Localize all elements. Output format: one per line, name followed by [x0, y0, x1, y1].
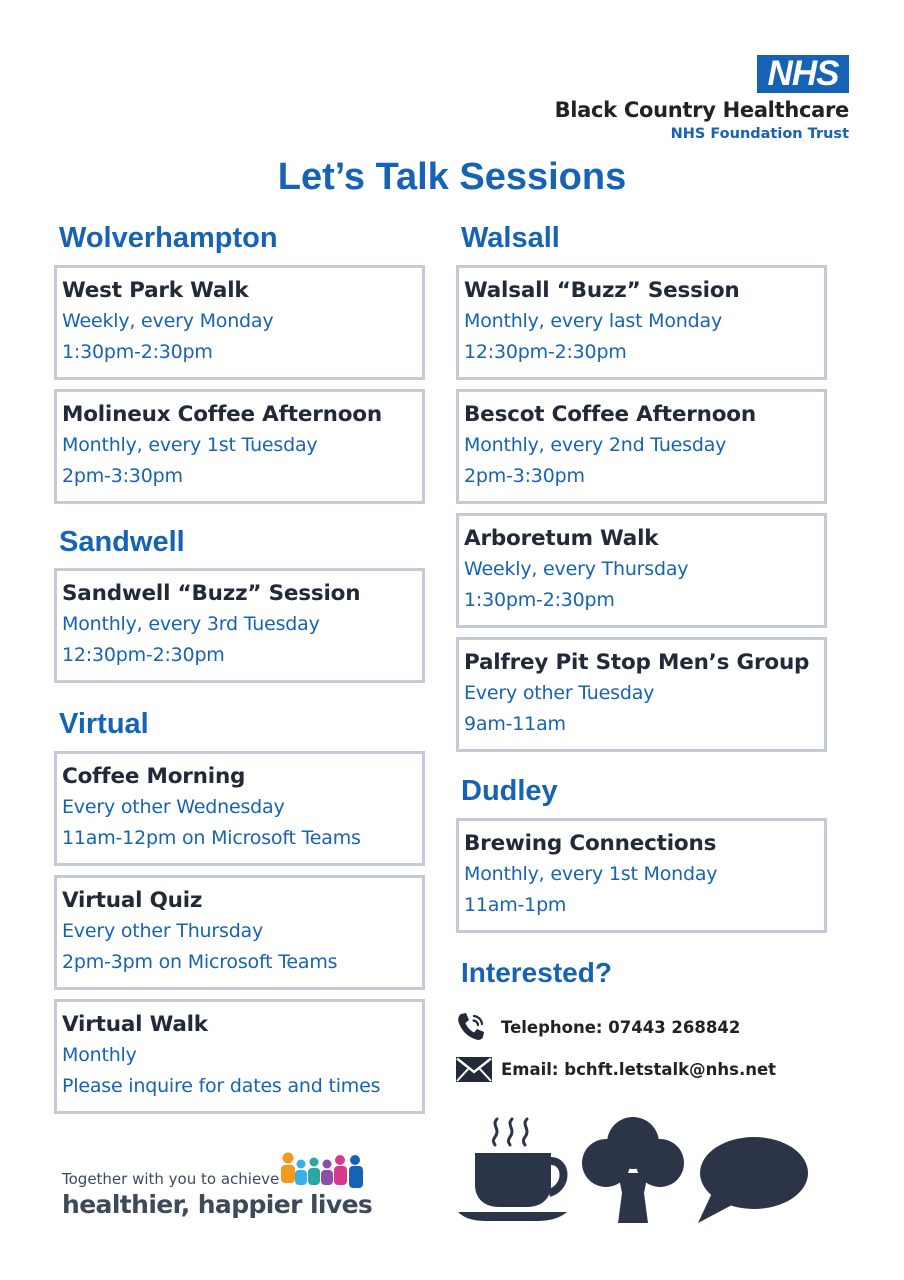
session-frequency: Monthly, every last Monday — [464, 310, 722, 332]
session-time: 2pm-3pm on Microsoft Teams — [62, 951, 338, 973]
session-name: Molineux Coffee Afternoon — [62, 402, 382, 427]
session-card — [54, 751, 425, 866]
session-name: Virtual Walk — [62, 1012, 208, 1037]
session-time: 9am-11am — [464, 713, 566, 735]
session-card — [456, 389, 827, 504]
session-time: 1:30pm-2:30pm — [464, 589, 615, 611]
session-time: 2pm-3:30pm — [62, 465, 183, 487]
envelope-icon — [455, 1054, 493, 1084]
session-card — [456, 637, 827, 752]
session-name: Bescot Coffee Afternoon — [464, 402, 756, 427]
session-card — [54, 389, 425, 504]
session-card — [456, 818, 827, 933]
section-heading-virtual: Virtual — [59, 708, 149, 740]
session-card — [54, 999, 425, 1114]
telephone-row — [455, 1011, 741, 1043]
session-time: 11am-12pm on Microsoft Teams — [62, 827, 361, 849]
section-heading-walsall: Walsall — [461, 222, 560, 254]
org-name: Black Country Healthcare — [554, 98, 849, 122]
section-heading-sandwell: Sandwell — [59, 526, 185, 558]
section-heading-wolverhampton: Wolverhampton — [59, 222, 278, 254]
tree-icon — [578, 1115, 688, 1225]
session-time: 11am-1pm — [464, 894, 567, 916]
session-name: West Park Walk — [62, 278, 249, 303]
session-time: 1:30pm-2:30pm — [62, 341, 213, 363]
coffee-cup-icon — [455, 1115, 575, 1225]
session-frequency: Monthly — [62, 1044, 137, 1066]
session-name: Sandwell “Buzz” Session — [62, 581, 361, 606]
session-name: Walsall “Buzz” Session — [464, 278, 740, 303]
session-time: Please inquire for dates and times — [62, 1075, 381, 1097]
session-card — [456, 513, 827, 628]
session-card — [456, 265, 827, 380]
email-text[interactable]: Email: bchft.letstalk@nhs.net — [501, 1059, 777, 1079]
telephone-text[interactable]: Telephone: 07443 268842 — [501, 1017, 741, 1037]
session-name: Arboretum Walk — [464, 526, 659, 551]
session-time: 12:30pm-2:30pm — [464, 341, 627, 363]
session-frequency: Weekly, every Thursday — [464, 558, 689, 580]
phone-icon — [455, 1011, 489, 1043]
session-card — [54, 875, 425, 990]
session-frequency: Every other Wednesday — [62, 796, 285, 818]
session-frequency: Monthly, every 2nd Tuesday — [464, 434, 727, 456]
session-name: Virtual Quiz — [62, 888, 203, 913]
tagline-small: Together with you to achieve — [62, 1170, 280, 1188]
session-frequency: Monthly, every 1st Tuesday — [62, 434, 318, 456]
session-frequency: Monthly, every 3rd Tuesday — [62, 613, 320, 635]
session-frequency: Monthly, every 1st Monday — [464, 863, 718, 885]
session-frequency: Every other Thursday — [62, 920, 264, 942]
email-row — [455, 1053, 777, 1085]
people-group-icon — [278, 1150, 368, 1194]
session-card — [54, 568, 425, 683]
nhs-logo: NHS — [757, 55, 849, 93]
tagline-big: healthier, happier lives — [62, 1190, 373, 1219]
speech-bubble-icon — [692, 1133, 810, 1225]
session-time: 2pm-3:30pm — [464, 465, 585, 487]
contact-heading: Interested? — [461, 957, 612, 988]
session-card — [54, 265, 425, 380]
session-frequency: Every other Tuesday — [464, 682, 655, 704]
org-subtitle: NHS Foundation Trust — [670, 126, 849, 142]
session-name: Palfrey Pit Stop Men’s Group — [464, 650, 810, 675]
session-name: Brewing Connections — [464, 831, 717, 856]
section-heading-dudley: Dudley — [461, 775, 558, 807]
session-frequency: Weekly, every Monday — [62, 310, 274, 332]
session-time: 12:30pm-2:30pm — [62, 644, 225, 666]
page-title: Let’s Talk Sessions — [277, 156, 627, 198]
session-name: Coffee Morning — [62, 764, 246, 789]
